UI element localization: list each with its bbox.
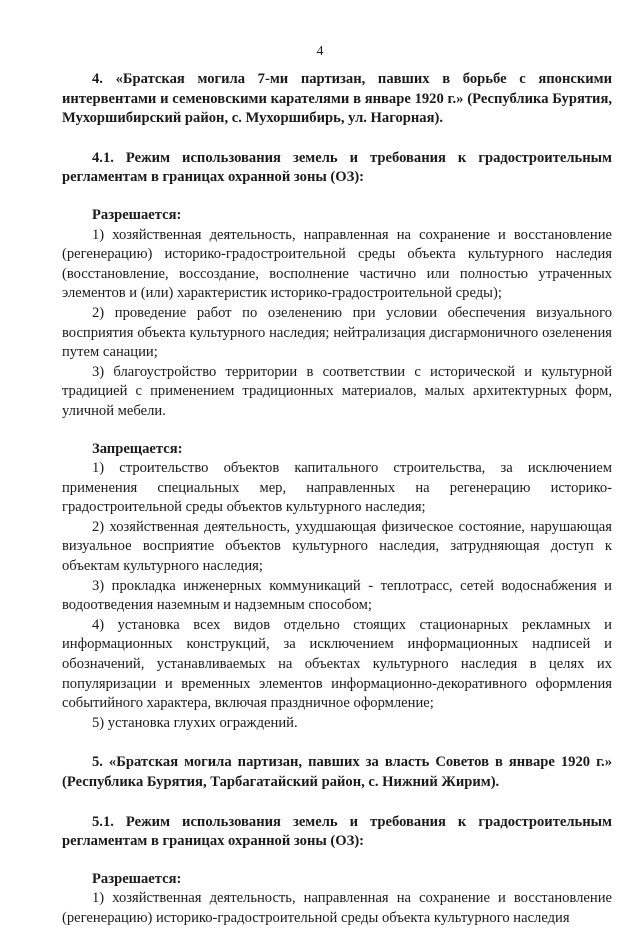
section-4-forbidden-item: 5) установка глухих ограждений. [92, 714, 298, 731]
section-4-allowed-item: 1) хозяйственная деятельность, направленная на сохранение и восстановление (регенерацию) историко-градостроительной среды объекта культурного наследия (восстановление, воссоздание, восполнение частично или полностью утраченных элементов и (или) характеристик историко-градостроительной среды); [62, 226, 612, 302]
section-4-allowed-label: Разрешается: [92, 206, 182, 223]
section-5-1-subheading: 5.1. Режим использования земель и требования к градостроительным регламентам в границах охранной зоны (ОЗ): [62, 813, 612, 850]
section-4-forbidden-item: 3) прокладка инженерных коммуникаций - теплотрасс, сетей водоснабжения и водоотведения наземным и надземным способом; [62, 577, 612, 614]
section-4-allowed-item: 3) благоустройство территории в соответствии с исторической и культурной традицией с применением традиционных материалов, малых архитектурных форм, уличной мебели. [62, 363, 612, 419]
section-4-heading: 4. «Братская могила 7-ми партизан, павших в борьбе с японскими интервентами и семеновскими карателями в январе 1920 г.» (Республика Бурятия, Мухоршибирский район, с. Мухоршибирь, ул. Нагорная). [62, 71, 612, 127]
section-4-1-subheading: 4.1. Режим использования земель и требования к градостроительным регламентам в границах охранной зоны (ОЗ): [62, 149, 612, 186]
section-4-forbidden-item: 4) установка всех видов отдельно стоящих стационарных рекламных и информационных конструкций, за исключением информационных надписей и обозначений, устанавливаемых на объектах культурного наследия в целях их популяризации и временных элементов информационно-декоративного оформления событийного характера, включая праздничное оформление; [62, 616, 612, 712]
section-5-allowed-label: Разрешается: [92, 870, 182, 887]
section-4-forbidden-label: Запрещается: [92, 440, 183, 457]
section-5-allowed-item: 1) хозяйственная деятельность, направленная на сохранение и восстановление (регенерацию) историко-градостроительной среды объекта культурного наследия [62, 890, 612, 926]
section-4-forbidden-item: 2) хозяйственная деятельность, ухудшающая физическое состояние, нарушающая визуальное восприятие объектов культурного наследия, затрудняющая доступ к объектам культурного наследия; [62, 518, 612, 575]
section-4-forbidden-item: 1) строительство объектов капитального строительства, за исключением применения специальных мер, направленных на регенерацию историко-градостроительной среды объектов культурного наследия; [62, 460, 612, 516]
section-4-allowed-item: 2) проведение работ по озеленению при условии обеспечения визуального восприятия объекта культурного наследия; нейтрализация дисгармоничного озеленения путем санации; [62, 304, 612, 361]
section-5-heading: 5. «Братская могила партизан, павших за власть Советов в январе 1920 г.» (Республика Бурятия, Тарбагатайский район, с. Нижний Жирим). [62, 754, 612, 790]
page-number: 4 [316, 44, 324, 59]
document-body [62, 70, 612, 929]
